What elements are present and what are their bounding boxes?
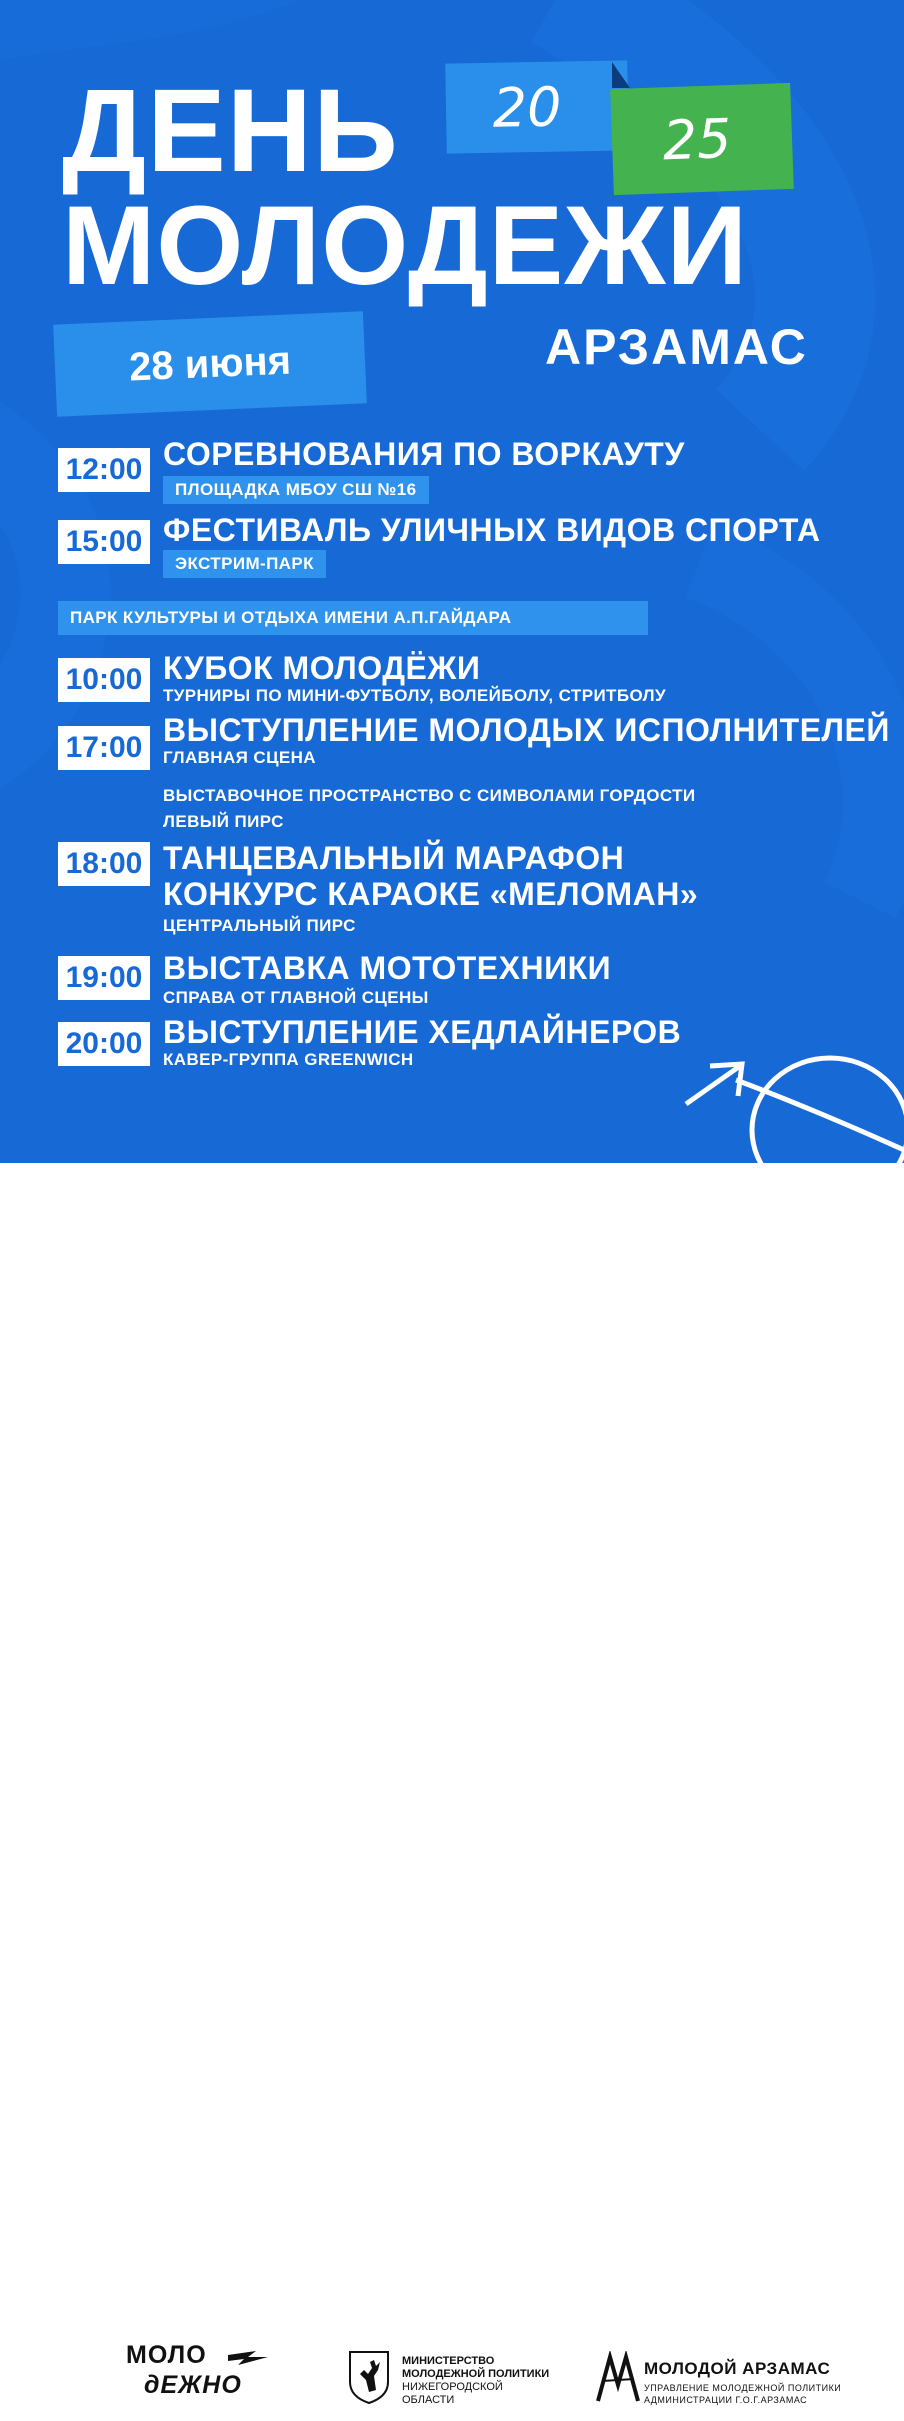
event-title: КУБОК МОЛОДЁЖИ (163, 650, 481, 686)
time-badge: 19:00 (58, 956, 150, 1000)
molodezhno-logo-line2: дЕЖНО (144, 2371, 242, 2399)
event-title-2: КОНКУРС КАРАОКЕ «МЕЛОМАН» (163, 876, 699, 912)
exhibition-location-text: ЛЕВЫЙ ПИРС (163, 812, 284, 831)
event-subtitle: ЦЕНТРАЛЬНЫЙ ПИРС (163, 916, 356, 935)
event-title: ВЫСТУПЛЕНИЕ ХЕДЛАЙНЕРОВ (163, 1014, 682, 1050)
city-name: АРЗАМАС (545, 319, 808, 375)
footer-logos (0, 1163, 904, 2406)
title-line-2: МОЛОДЕЖИ (62, 183, 749, 308)
time-badge: 12:00 (58, 448, 150, 492)
event-title: ВЫСТАВКА МОТОТЕХНИКИ (163, 950, 612, 986)
fold-corner-icon (612, 62, 630, 88)
date-badge (53, 311, 367, 416)
year-part-2-badge: 25 (610, 83, 794, 195)
park-location-tag: ПАРК КУЛЬТУРЫ И ОТДЫХА ИМЕНИ А.П.ГАЙДАРА (58, 601, 648, 635)
event-subtitle: СПРАВА ОТ ГЛАВНОЙ СЦЕНЫ (163, 988, 429, 1007)
date-text: 28 июня (128, 337, 292, 390)
time-badge: 15:00 (58, 520, 150, 564)
exhibition-space-text: ВЫСТАВОЧНОЕ ПРОСТРАНСТВО С СИМВОЛАМИ ГОРДОСТИ (163, 786, 696, 805)
molodoy-arzamas-line2: АДМИНИСТРАЦИИ Г.О.Г.АРЗАМАС (644, 2395, 808, 2405)
event-title: ВЫСТУПЛЕНИЕ МОЛОДЫХ ИСПОЛНИТЕЛЕЙ (163, 712, 890, 748)
molodoy-arzamas-emblem-icon (596, 2351, 640, 2405)
event-subtitle: ГЛАВНАЯ СЦЕНА (163, 748, 316, 767)
ministry-line4: ОБЛАСТИ (402, 2394, 455, 2406)
male-symbol-decoration-icon (680, 1020, 904, 1163)
time-badge: 17:00 (58, 726, 150, 770)
event-title: СОРЕВНОВАНИЯ ПО ВОРКАУТУ (163, 436, 685, 472)
time-badge: 18:00 (58, 842, 150, 886)
title-line-1: ДЕНЬ (62, 65, 399, 197)
deer-coat-of-arms-icon (348, 2350, 390, 2404)
lightning-icon (228, 2345, 268, 2367)
ministry-line3: НИЖЕГОРОДСКОЙ (402, 2381, 503, 2393)
year-part-1-badge: 20 (445, 60, 629, 153)
event-title: ТАНЦЕВАЛЬНЫЙ МАРАФОН (163, 840, 625, 876)
poster (0, 0, 904, 1163)
time-badge: 20:00 (58, 1022, 150, 1066)
molodezhno-logo-line1: МОЛО (126, 2341, 207, 2369)
event-place-tag: ПЛОЩАДКА МБОУ СШ №16 (163, 476, 429, 504)
event-subtitle: КАВЕР-ГРУППА GREENWICH (163, 1050, 414, 1069)
molodezhno-logo (126, 2341, 276, 2421)
time-badge: 10:00 (58, 658, 150, 702)
molodoy-arzamas-line1: УПРАВЛЕНИЕ МОЛОДЕЖНОЙ ПОЛИТИКИ (644, 2383, 842, 2393)
event-subtitle: ТУРНИРЫ ПО МИНИ-ФУТБОЛУ, ВОЛЕЙБОЛУ, СТРИТБОЛУ (163, 686, 666, 705)
ministry-line2: МОЛОДЕЖНОЙ ПОЛИТИКИ (402, 2368, 550, 2380)
ministry-line1: МИНИСТЕРСТВО (402, 2355, 495, 2367)
event-place-tag: ЭКСТРИМ-ПАРК (163, 550, 326, 578)
molodoy-arzamas-title: МОЛОДОЙ АРЗАМАС (644, 2359, 831, 2378)
event-title: ФЕСТИВАЛЬ УЛИЧНЫХ ВИДОВ СПОРТА (163, 512, 821, 548)
